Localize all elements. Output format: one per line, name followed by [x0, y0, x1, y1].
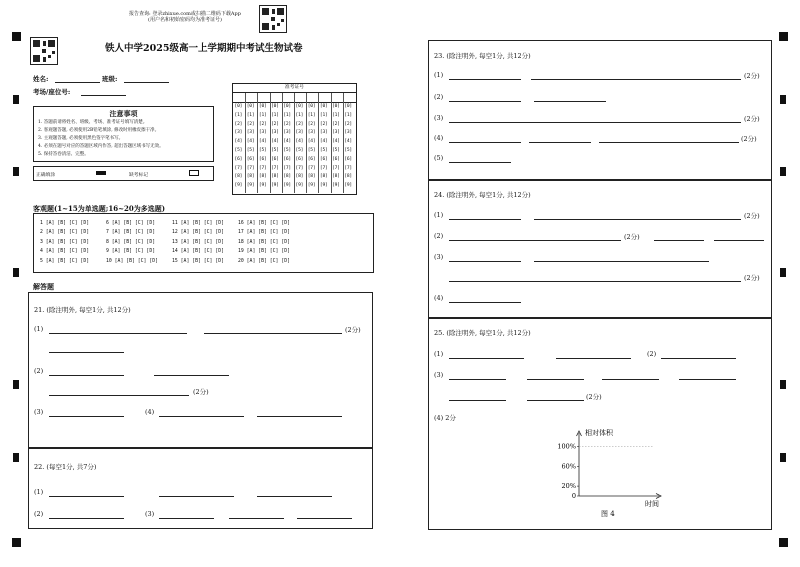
- exam-id-bubble[interactable]: [4]: [234, 139, 243, 145]
- answer-line[interactable]: [654, 240, 704, 241]
- choice-row-9[interactable]: 9 [A] [B] [C] [D]: [106, 249, 156, 255]
- exam-id-bubble[interactable]: [7]: [344, 165, 352, 171]
- room-seat-field[interactable]: [81, 95, 126, 96]
- choice-row-2[interactable]: 2 [A] [B] [C] [D]: [40, 230, 90, 236]
- room-seat-label: 考场/座位号:: [33, 88, 71, 96]
- q24-header: 24. (除注明外, 每空1分, 共12分): [434, 191, 531, 199]
- exam-id-bubble[interactable]: [8]: [234, 174, 243, 180]
- exam-id-bubble[interactable]: [2]: [234, 121, 243, 127]
- exam-id-bubble[interactable]: [9]: [234, 183, 243, 189]
- answer-line[interactable]: [49, 352, 124, 353]
- exam-id-bubble[interactable]: [5]: [295, 148, 304, 153]
- q25-points: (2分): [586, 393, 602, 401]
- exam-id-bubble[interactable]: [8]: [344, 174, 352, 180]
- answer-line[interactable]: [257, 416, 342, 417]
- timing-mark: [780, 95, 786, 104]
- exam-id-bubble[interactable]: [1]: [234, 112, 243, 118]
- exam-id-bubble[interactable]: [1]: [258, 112, 267, 118]
- exam-id-bubble[interactable]: [7]: [234, 165, 243, 171]
- exam-id-bubble[interactable]: [6]: [307, 156, 316, 162]
- exam-id-bubble[interactable]: [6]: [258, 156, 267, 162]
- q25-header: 25. (除注明外, 每空1分, 共12分): [434, 329, 531, 337]
- answer-line[interactable]: [49, 395, 189, 396]
- q25-part1: (1): [434, 350, 444, 358]
- qr-code-icon: [259, 5, 287, 33]
- exam-id-bubble[interactable]: [0]: [283, 104, 291, 109]
- exam-id-bubble[interactable]: [8]: [246, 174, 255, 180]
- exam-id-bubble[interactable]: [5]: [332, 148, 340, 153]
- alignment-mark: [779, 32, 788, 41]
- exam-id-bubble[interactable]: [2]: [295, 121, 304, 127]
- exam-id-bubble[interactable]: [0]: [271, 104, 279, 109]
- q23-points: (2分): [744, 115, 760, 123]
- exam-id-bubble[interactable]: [9]: [283, 183, 291, 189]
- exam-id-bubble[interactable]: [3]: [344, 130, 352, 136]
- answer-line[interactable]: [49, 496, 124, 497]
- qr-code-icon: [30, 37, 58, 65]
- q24-part1: (1): [434, 211, 444, 219]
- q21-header: 21. (除注明外, 每空1分, 共12分): [34, 306, 131, 314]
- answer-line[interactable]: [159, 416, 244, 417]
- exam-id-bubble[interactable]: [3]: [307, 130, 316, 136]
- q25-part2: (2): [647, 350, 657, 358]
- exam-id-bubble[interactable]: [2]: [307, 121, 316, 127]
- exam-id-bubble[interactable]: [0]: [344, 104, 352, 109]
- answer-line[interactable]: [49, 518, 124, 519]
- timing-mark: [13, 453, 19, 462]
- exam-id-bubble[interactable]: [5]: [283, 148, 291, 153]
- exam-id-bubble[interactable]: [3]: [283, 130, 291, 136]
- exam-id-bubble[interactable]: [4]: [283, 139, 291, 145]
- answer-line[interactable]: [257, 496, 332, 497]
- answer-line[interactable]: [297, 518, 352, 519]
- exam-id-bubble[interactable]: [9]: [307, 183, 316, 189]
- exam-id-bubble[interactable]: [8]: [307, 174, 316, 180]
- choice-row-3[interactable]: 3 [A] [B] [C] [D]: [40, 239, 90, 245]
- answer-line[interactable]: [602, 379, 659, 380]
- q22-header: 22. (每空1分, 共7分): [34, 463, 97, 471]
- answer-line[interactable]: [449, 379, 506, 380]
- timing-mark: [13, 95, 19, 104]
- timing-mark: [780, 268, 786, 277]
- answer-line[interactable]: [449, 400, 506, 401]
- answer-line[interactable]: [159, 496, 234, 497]
- q24-part3: (3): [434, 253, 444, 261]
- correct-fill-example: [96, 171, 106, 175]
- y-tick-label: 20%: [561, 482, 576, 491]
- class-field[interactable]: [124, 82, 169, 83]
- exam-id-bubble[interactable]: [4]: [295, 139, 304, 145]
- q21-points: (2分): [193, 388, 209, 396]
- choice-row-8[interactable]: 8 [A] [B] [C] [D]: [106, 239, 156, 245]
- exam-id-bubble[interactable]: [6]: [234, 156, 243, 162]
- report-notice: 报告查询: 登录zhixue.com或扫描二维码下载App (用户名和初始密码均为准考证号): [129, 11, 241, 23]
- exam-id-bubble[interactable]: [4]: [344, 139, 352, 145]
- q24-points: (2分): [624, 233, 640, 241]
- exam-id-bubble[interactable]: [2]: [271, 121, 279, 127]
- choice-row-19[interactable]: 19 [A] [B] [C] [D]: [238, 249, 290, 255]
- exam-id-bubble[interactable]: [3]: [258, 130, 267, 136]
- chart-caption: 图 4: [601, 510, 615, 518]
- answer-line[interactable]: [449, 101, 521, 102]
- exam-id-bubble[interactable]: [2]: [258, 121, 267, 127]
- exam-id-bubble[interactable]: [2]: [319, 121, 328, 127]
- answer-line[interactable]: [449, 122, 741, 123]
- exam-id-bubble[interactable]: [4]: [307, 139, 316, 145]
- exam-id-bubble[interactable]: [0]: [295, 104, 304, 109]
- y-axis-label: 相对体积: [585, 429, 613, 437]
- q23-points: (2分): [744, 72, 760, 80]
- exam-id-bubble[interactable]: [8]: [283, 174, 291, 180]
- answer-line[interactable]: [49, 375, 124, 376]
- choice-row-15[interactable]: 15 [A] [B] [C] [D]: [172, 258, 224, 264]
- exam-id-bubble[interactable]: [5]: [234, 148, 243, 153]
- exam-id-bubble[interactable]: [9]: [258, 183, 267, 189]
- x-axis-label: 时间: [645, 500, 659, 508]
- answer-line[interactable]: [534, 261, 709, 262]
- q24-part4: (4): [434, 294, 444, 302]
- choice-row-20[interactable]: 20 [A] [B] [C] [D]: [238, 258, 290, 264]
- fill-example-box: [33, 166, 214, 181]
- answer-line[interactable]: [556, 358, 631, 359]
- missing-mark-box[interactable]: [189, 170, 199, 176]
- exam-id-bubble[interactable]: [2]: [246, 121, 255, 127]
- exam-id-bubble[interactable]: [7]: [319, 165, 328, 171]
- answer-line[interactable]: [527, 400, 584, 401]
- answer-line[interactable]: [531, 79, 741, 80]
- exam-title: 铁人中学2025级高一上学期期中考试生物试卷: [105, 43, 303, 54]
- exam-id-bubble[interactable]: [8]: [258, 174, 267, 180]
- exam-id-bubble[interactable]: [2]: [332, 121, 340, 127]
- exam-id-bubble[interactable]: [4]: [271, 139, 279, 145]
- exam-id-bubble[interactable]: [0]: [307, 104, 316, 109]
- exam-id-bubble[interactable]: [0]: [332, 104, 340, 109]
- choice-row-17[interactable]: 17 [A] [B] [C] [D]: [238, 230, 290, 236]
- q25-part4: (4) 2分: [434, 414, 456, 422]
- q21-box: [28, 292, 373, 449]
- exam-id-bubble[interactable]: [0]: [319, 104, 328, 109]
- answer-line[interactable]: [204, 333, 342, 334]
- q24-points: (2分): [744, 274, 760, 282]
- exam-id-bubble[interactable]: [3]: [271, 130, 279, 136]
- exam-id-bubble[interactable]: [1]: [295, 112, 304, 118]
- notes-box: [33, 106, 214, 162]
- notes-title: 注意事项: [109, 109, 138, 118]
- q23-points: (2分): [741, 135, 757, 143]
- alignment-mark: [12, 32, 21, 41]
- answer-line[interactable]: [49, 333, 187, 334]
- q23-part4: (4): [434, 134, 444, 142]
- exam-id-bubble[interactable]: [9]: [332, 183, 340, 189]
- choice-row-7[interactable]: 7 [A] [B] [C] [D]: [106, 230, 156, 236]
- q23-part3: (3): [434, 114, 444, 122]
- answer-line[interactable]: [449, 240, 621, 241]
- exam-id-bubble[interactable]: [6]: [283, 156, 291, 162]
- exam-id-bubble[interactable]: [1]: [332, 112, 340, 118]
- exam-id-bubble[interactable]: [0]: [234, 104, 243, 109]
- answer-line[interactable]: [449, 142, 521, 143]
- timing-mark: [780, 453, 786, 462]
- choice-row-1[interactable]: 1 [A] [B] [C] [D]: [40, 221, 90, 226]
- answer-line[interactable]: [534, 219, 741, 220]
- name-label: 姓名:: [33, 75, 49, 83]
- exam-id-bubble[interactable]: [9]: [319, 183, 328, 189]
- volume-chart[interactable]: [529, 418, 679, 518]
- q25-part3: (3): [434, 371, 444, 379]
- q22-part3: (3): [145, 510, 155, 518]
- exam-id-bubble[interactable]: [3]: [234, 130, 243, 136]
- answer-line[interactable]: [449, 261, 521, 262]
- q25-box: [428, 317, 772, 530]
- answer-line[interactable]: [529, 142, 591, 143]
- exam-id-bubble[interactable]: [1]: [344, 112, 352, 118]
- y-tick-label: 100%: [557, 442, 576, 451]
- answer-line[interactable]: [49, 416, 124, 417]
- choice-row-13[interactable]: 13 [A] [B] [C] [D]: [172, 239, 224, 245]
- exam-id-bubble[interactable]: [9]: [295, 183, 304, 189]
- exam-id-grid: [232, 83, 357, 195]
- answer-line[interactable]: [229, 518, 284, 519]
- exam-id-label: 准考证号: [233, 84, 356, 93]
- exam-id-bubble[interactable]: [7]: [332, 165, 340, 171]
- exam-id-bubble[interactable]: [1]: [283, 112, 291, 118]
- choice-row-18[interactable]: 18 [A] [B] [C] [D]: [238, 239, 290, 245]
- subjective-title: 解答题: [33, 282, 54, 291]
- q22-part2: (2): [34, 510, 44, 518]
- exam-id-bubble[interactable]: [2]: [283, 121, 291, 127]
- q24-part2: (2): [434, 232, 444, 240]
- missing-label: 缺考标记: [129, 173, 149, 178]
- exam-id-bubble[interactable]: [6]: [271, 156, 279, 162]
- exam-id-bubble[interactable]: [8]: [319, 174, 328, 180]
- timing-mark: [13, 380, 19, 389]
- y-tick-label: 0: [571, 492, 576, 500]
- answer-line[interactable]: [449, 358, 524, 359]
- exam-id-bubble[interactable]: [8]: [271, 174, 279, 180]
- choice-row-11[interactable]: 11 [A] [B] [C] [D]: [172, 221, 224, 226]
- alignment-mark: [12, 538, 21, 547]
- q24-points: (2分): [744, 212, 760, 220]
- objective-answer-box: [33, 213, 374, 273]
- notes-list: 1. 答题前请将姓名、班级、考场、准考证号填写清楚。 2. 客观题答题, 必须使用2B铅笔填涂, 修改时用橡皮擦干净。 3. 主观题答题, 必须使用黑色签字笔书写。 4. 必须在题号对应的答题区域内作答, 超出答题区域书写无效。 5. 保持答卷清洁、完整。: [38, 120, 164, 157]
- exam-id-bubble[interactable]: [6]: [332, 156, 340, 162]
- answer-line[interactable]: [534, 101, 606, 102]
- timing-mark: [13, 167, 19, 176]
- q21-part3: (3): [34, 408, 44, 416]
- answer-line[interactable]: [449, 302, 521, 303]
- choice-row-6[interactable]: 6 [A] [B] [C] [D]: [106, 221, 156, 226]
- q21-part2: (2): [34, 367, 44, 375]
- q23-header: 23. (除注明外, 每空1分, 共12分): [434, 52, 531, 60]
- class-label: 班级:: [102, 75, 118, 83]
- exam-id-bubble[interactable]: [4]: [258, 139, 267, 145]
- q23-part5: (5): [434, 154, 444, 162]
- exam-id-bubble[interactable]: [9]: [271, 183, 279, 189]
- exam-id-bubble[interactable]: [1]: [307, 112, 316, 118]
- answer-line[interactable]: [714, 240, 764, 241]
- answer-line[interactable]: [449, 219, 521, 220]
- exam-id-bubble[interactable]: [3]: [246, 130, 255, 136]
- exam-id-bubble[interactable]: [8]: [295, 174, 304, 180]
- choice-row-12[interactable]: 12 [A] [B] [C] [D]: [172, 230, 224, 236]
- answer-line[interactable]: [449, 281, 741, 282]
- choice-row-5[interactable]: 5 [A] [B] [C] [D]: [40, 258, 90, 264]
- answer-line[interactable]: [159, 518, 214, 519]
- choice-row-4[interactable]: 4 [A] [B] [C] [D]: [40, 249, 90, 255]
- choice-row-14[interactable]: 14 [A] [B] [C] [D]: [172, 249, 224, 255]
- exam-id-bubble[interactable]: [1]: [319, 112, 328, 118]
- y-tick-label: 60%: [561, 462, 576, 471]
- exam-id-bubble[interactable]: [5]: [258, 148, 267, 153]
- q23-box: [428, 40, 772, 181]
- exam-id-bubble[interactable]: [2]: [344, 121, 352, 127]
- exam-id-bubble[interactable]: [7]: [246, 165, 255, 171]
- timing-mark: [780, 167, 786, 176]
- objective-title: 客观题(1~15为单选题;16~20为多选题): [33, 204, 166, 213]
- answer-line[interactable]: [154, 375, 229, 376]
- answer-line[interactable]: [679, 379, 736, 380]
- exam-id-bubble[interactable]: [7]: [283, 165, 291, 171]
- exam-id-bubble[interactable]: [1]: [271, 112, 279, 118]
- exam-id-bubble[interactable]: [6]: [319, 156, 328, 162]
- q24-box: [428, 179, 772, 319]
- exam-id-bubble[interactable]: [6]: [295, 156, 304, 162]
- exam-id-bubble[interactable]: [4]: [332, 139, 340, 145]
- exam-id-bubble[interactable]: [9]: [344, 183, 352, 189]
- exam-id-bubble[interactable]: [7]: [271, 165, 279, 171]
- name-field[interactable]: [55, 82, 100, 83]
- exam-id-bubble[interactable]: [7]: [307, 165, 316, 171]
- exam-id-bubble[interactable]: [5]: [344, 148, 352, 153]
- exam-id-bubble[interactable]: [5]: [271, 148, 279, 153]
- q22-part1: (1): [34, 488, 44, 496]
- answer-line[interactable]: [449, 79, 521, 80]
- exam-id-bubble[interactable]: [0]: [246, 104, 255, 109]
- q21-part4: (4): [145, 408, 155, 416]
- exam-id-bubble[interactable]: [7]: [258, 165, 267, 171]
- exam-id-bubble[interactable]: [1]: [246, 112, 255, 118]
- choice-row-10[interactable]: 10 [A] [B] [C] [D]: [106, 258, 158, 264]
- exam-id-bubble[interactable]: [8]: [332, 174, 340, 180]
- answer-line[interactable]: [527, 379, 584, 380]
- exam-id-bubble[interactable]: [0]: [258, 104, 267, 109]
- choice-row-16[interactable]: 16 [A] [B] [C] [D]: [238, 221, 290, 226]
- timing-mark: [13, 268, 19, 277]
- q23-part1: (1): [434, 71, 444, 79]
- exam-id-bubble[interactable]: [6]: [344, 156, 352, 162]
- q22-box: [28, 447, 373, 529]
- answer-line[interactable]: [599, 142, 739, 143]
- exam-id-bubble[interactable]: [3]: [319, 130, 328, 136]
- exam-id-bubble[interactable]: [7]: [295, 165, 304, 171]
- correct-fill-label: 正确填涂: [36, 173, 56, 178]
- q23-part2: (2): [434, 93, 444, 101]
- exam-id-bubble[interactable]: [6]: [246, 156, 255, 162]
- q21-points: (2分): [345, 326, 361, 334]
- exam-id-bubble[interactable]: [5]: [307, 148, 316, 153]
- alignment-mark: [779, 538, 788, 547]
- timing-mark: [780, 380, 786, 389]
- exam-id-bubble[interactable]: [9]: [246, 183, 255, 189]
- exam-id-bubble[interactable]: [3]: [332, 130, 340, 136]
- answer-line[interactable]: [449, 162, 511, 163]
- answer-line[interactable]: [661, 358, 736, 359]
- exam-id-bubble[interactable]: [5]: [319, 148, 328, 153]
- exam-id-bubble[interactable]: [4]: [246, 139, 255, 145]
- exam-id-bubble[interactable]: [3]: [295, 130, 304, 136]
- q21-part1: (1): [34, 325, 44, 333]
- exam-id-bubble[interactable]: [5]: [246, 148, 255, 153]
- exam-id-bubble[interactable]: [4]: [319, 139, 328, 145]
